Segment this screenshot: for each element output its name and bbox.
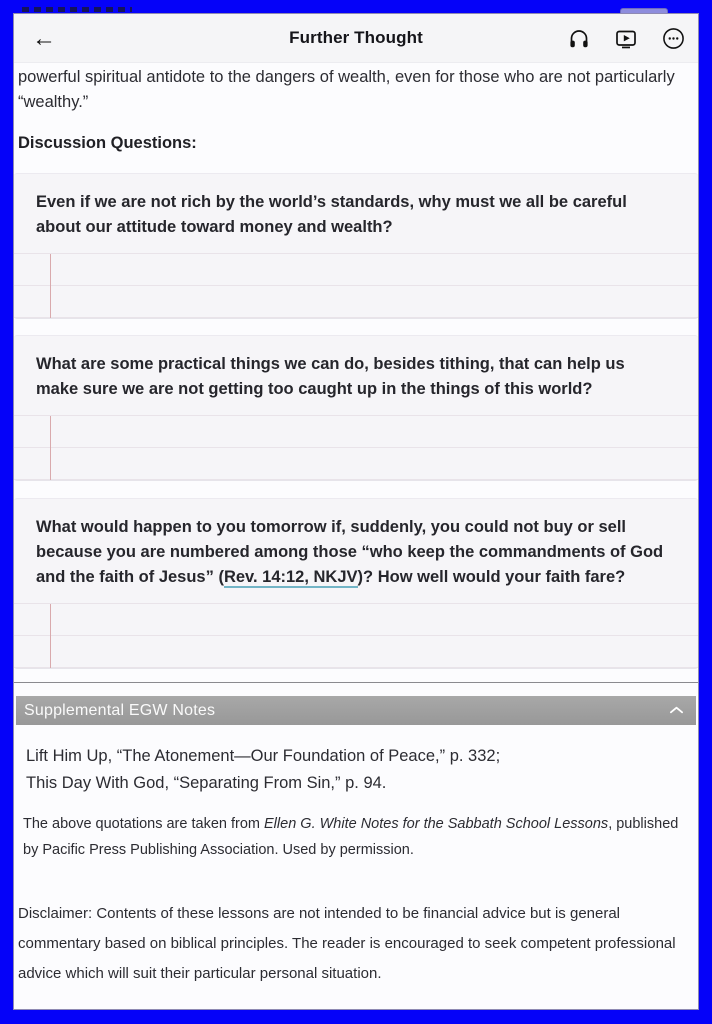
egw-attribution-pre: The above quotations are taken from: [23, 816, 265, 832]
answer-note-area[interactable]: [14, 415, 698, 480]
note-line[interactable]: [14, 604, 698, 636]
note-line[interactable]: [14, 448, 698, 480]
page-title: Further Thought: [289, 28, 423, 47]
disclaimer-text: Disclaimer: Contents of these lessons are not intended to be financial advice but is general commentary based on biblical principles. The reader is encouraged to seek competent professional advice which will suit their particular personal situation.: [18, 905, 676, 982]
note-line[interactable]: [14, 286, 698, 318]
question-text-post: )? How well would your faith fare?: [357, 568, 626, 586]
discussion-questions-heading: Discussion Questions:: [18, 134, 197, 152]
question-text-pre: What would happen to you tomorrow if, suddenly, you could not buy or sell because you are numbered among those “who keep the commandments of God and the faith of Jesus” (: [36, 518, 664, 586]
note-line[interactable]: [14, 636, 698, 668]
note-line[interactable]: [14, 254, 698, 286]
content-scroll[interactable]: [14, 63, 698, 989]
egw-quote-line: This Day With God, “Separating From Sin,” p. 94.: [26, 774, 387, 792]
note-margin-line: [50, 604, 51, 668]
egw-attribution-source: Ellen G. White Notes for the Sabbath School Lessons: [264, 816, 609, 832]
egw-attribution-post: , published by Pacific Press Publishing Association. Used by permission.: [23, 816, 679, 858]
section-divider: [14, 682, 698, 683]
egw-attribution: [14, 811, 698, 863]
more-options-icon[interactable]: [660, 26, 686, 52]
question-text: What are some practical things we can do, besides tithing, that can help us make sure we are not getting too caught up in the things of this world?: [36, 355, 625, 398]
answer-note-area[interactable]: [14, 253, 698, 318]
navbar-actions: [566, 14, 690, 63]
question-card: [14, 498, 698, 669]
status-bar-remnant: [22, 7, 132, 12]
intro-paragraph: powerful spiritual antidote to the dangers of wealth, even for those who are not particularly “wealthy.”: [18, 68, 675, 111]
question-card: [14, 335, 698, 481]
back-button[interactable]: [24, 14, 64, 63]
egw-notes-header[interactable]: [16, 696, 696, 725]
video-icon[interactable]: [613, 26, 639, 52]
egw-quote-line: Lift Him Up, “The Atonement—Our Foundation of Peace,” p. 332;: [26, 747, 501, 765]
bible-verse-link[interactable]: Rev. 14:12, NKJV: [223, 568, 358, 586]
navbar: [14, 14, 698, 63]
answer-note-area[interactable]: [14, 603, 698, 668]
note-line[interactable]: [14, 416, 698, 448]
egw-notes-header-label: Supplemental EGW Notes: [24, 701, 216, 719]
egw-quotes: [14, 743, 698, 797]
question-card: [14, 173, 698, 319]
question-text: [14, 499, 698, 603]
note-margin-line: [50, 254, 51, 318]
note-margin-line: [50, 416, 51, 480]
chevron-up-icon: [669, 702, 684, 720]
question-text: Even if we are not rich by the world’s standards, why must we all be careful about our attitude toward money and wealth?: [36, 193, 627, 236]
back-arrow-icon: ←: [32, 24, 56, 52]
app-screen: [13, 13, 699, 1010]
headphones-icon[interactable]: [566, 26, 592, 52]
